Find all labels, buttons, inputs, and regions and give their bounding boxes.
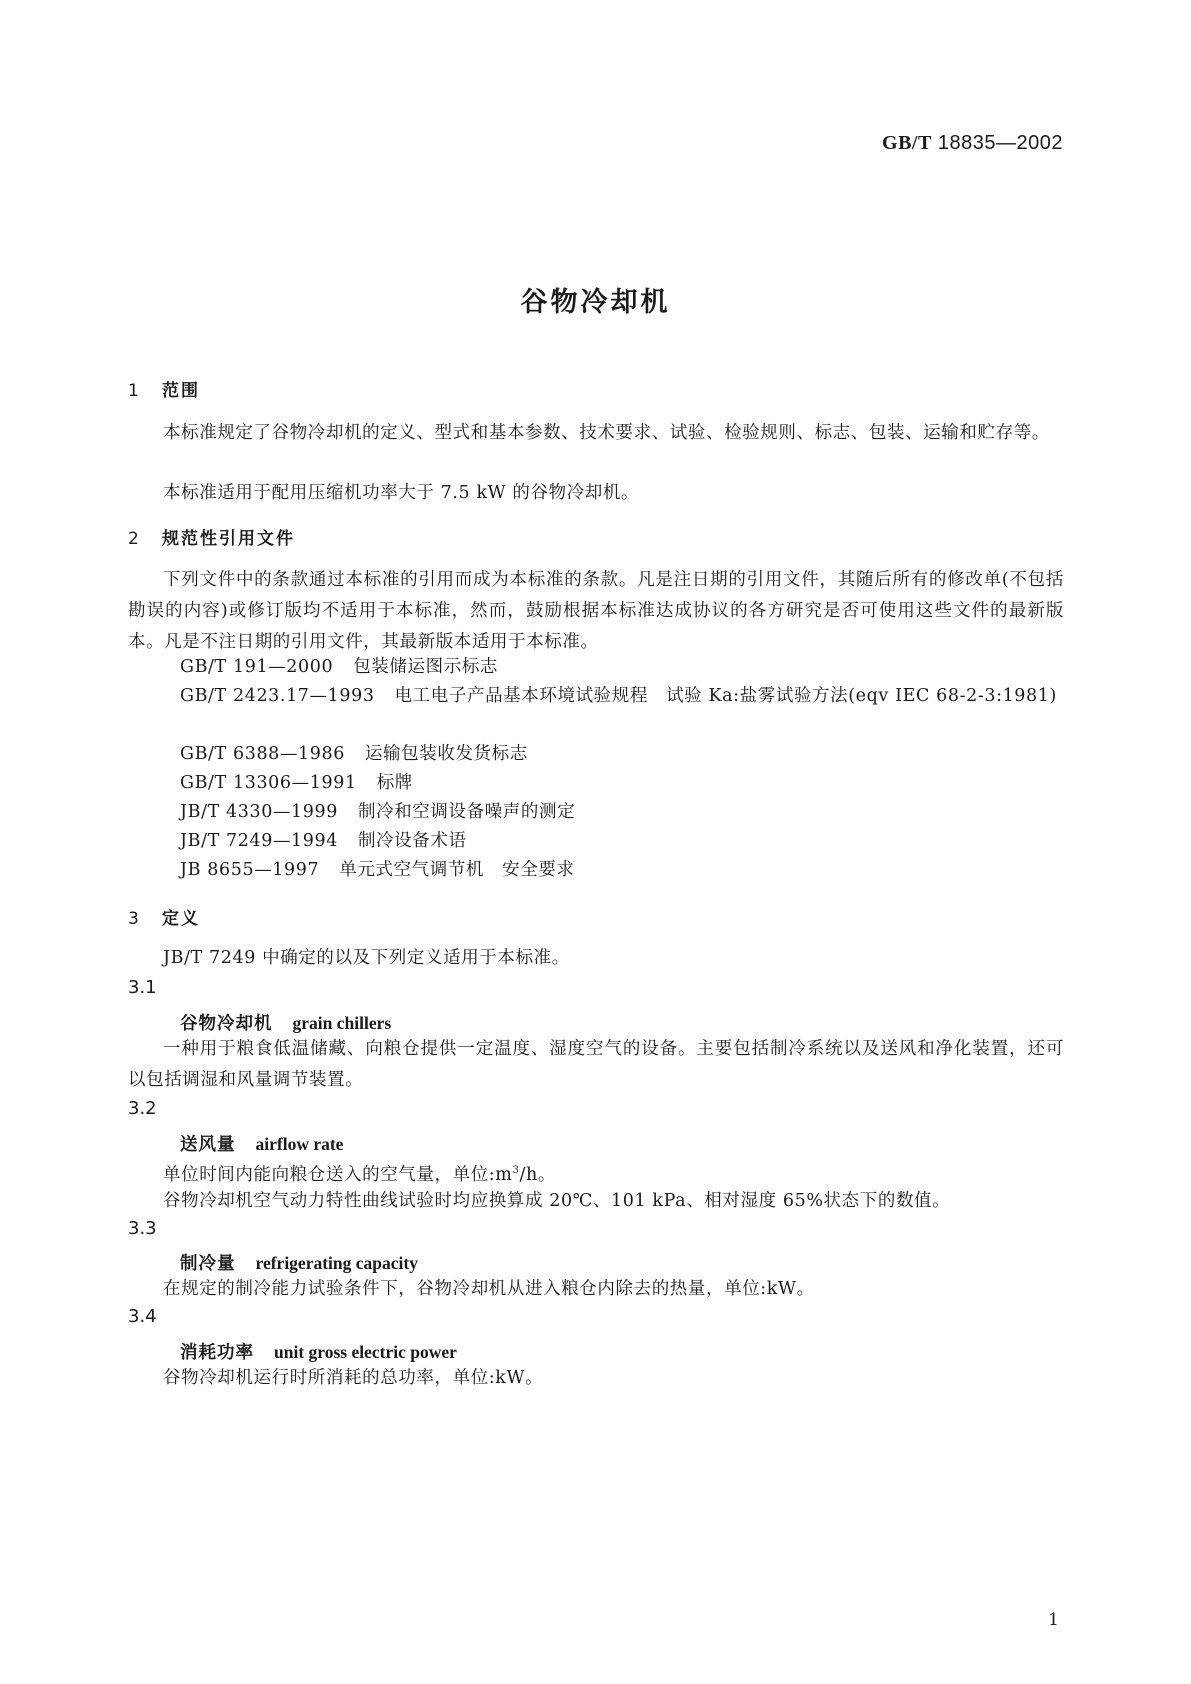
term-heading	[180, 1250, 418, 1275]
reference-code: JB/T 7249—1994	[180, 831, 338, 851]
reference-code: GB/T 13306—1991	[180, 773, 357, 793]
standard-number	[882, 132, 1063, 155]
reference-code: GB/T 191—2000	[180, 657, 334, 677]
section-2-heading	[128, 524, 295, 549]
reference-code: JB/T 4330—1999	[180, 802, 338, 822]
clause-number: 3.4	[128, 1306, 157, 1327]
term-en: grain chillers	[292, 1013, 392, 1033]
section-1-heading	[128, 376, 200, 401]
reference-item	[128, 681, 1064, 712]
reference-item	[180, 797, 575, 828]
reference-code: GB/T 6388—1986	[180, 744, 345, 764]
section-1-paragraph-1: 本标准规定了谷物冷却机的定义、型式和基本参数、技术要求、试验、检验规则、标志、包装、运输和贮存等。	[163, 423, 1050, 443]
section-1-paragraph-2: 本标准适用于配用压缩机功率大于 7.5 kW 的谷物冷却机。	[163, 483, 640, 503]
term-heading	[180, 1339, 457, 1364]
term-definition: 一种用于粮食低温储藏、向粮仓提供一定温度、湿度空气的设备。主要包括制冷系统以及送风和净化装置，还可以包括调湿和风量调节装置。	[128, 1039, 1064, 1090]
term-definition: 谷物冷却机运行时所消耗的总功率，单位:kW。	[163, 1368, 544, 1388]
clause-number: 3.1	[128, 977, 157, 998]
section-title: 规范性引用文件	[162, 529, 295, 549]
term-zh: 送风量	[180, 1135, 236, 1155]
reference-code: GB/T 2423.17—1993	[180, 686, 375, 706]
term-zh: 消耗功率	[180, 1343, 254, 1363]
section-title: 定义	[162, 909, 200, 929]
reference-item	[180, 652, 498, 683]
term-heading	[180, 1131, 343, 1156]
section-number: 3	[128, 909, 141, 929]
reference-title: 制冷设备术语	[357, 831, 467, 851]
reference-title: 单元式空气调节机 安全要求	[339, 860, 575, 880]
document-title: 谷物冷却机	[520, 287, 671, 318]
section-title: 范围	[162, 381, 200, 401]
term-heading	[180, 1010, 391, 1035]
term-zh: 谷物冷却机	[180, 1014, 273, 1034]
standard-prefix: GB/T	[882, 132, 932, 154]
page-number: 1	[1048, 1610, 1059, 1630]
section-2-intro: 下列文件中的条款通过本标准的引用而成为本标准的条款。凡是注日期的引用文件，其随后所有的修改单(不包括勘误的内容)或修订版均不适用于本标准，然而，鼓励根据本标准达成协议的各方研究是否可使用这些文件的最新版本。凡是不注日期的引用文件，其最新版本适用于本标准。	[128, 570, 1064, 652]
reference-item	[180, 826, 467, 857]
definition-text: /h。	[519, 1164, 556, 1185]
term-definition: 在规定的制冷能力试验条件下，谷物冷却机从进入粮仓内除去的热量，单位:kW。	[163, 1279, 815, 1299]
term-en: unit gross electric power	[274, 1342, 457, 1362]
reference-item	[180, 768, 413, 799]
section-3-heading	[128, 904, 200, 929]
section-3-intro: JB/T 7249 中确定的以及下列定义适用于本标准。	[163, 948, 570, 968]
reference-title: 包装储运图示标志	[353, 657, 499, 677]
clause-number: 3.3	[128, 1218, 157, 1239]
term-en: airflow rate	[255, 1134, 344, 1154]
term-note: 谷物冷却机空气动力特性曲线试验时均应换算成 20℃、101 kPa、相对湿度 65%状态下的数值。	[163, 1191, 951, 1211]
reference-title: 制冷和空调设备噪声的测定	[357, 802, 576, 822]
reference-item	[180, 739, 528, 770]
reference-code: JB 8655—1997	[180, 860, 320, 880]
definition-text: 单位时间内能向粮仓送入的空气量，单位:m	[163, 1164, 513, 1185]
superscript: 3	[512, 1165, 520, 1176]
section-number: 1	[128, 381, 141, 401]
reference-title: 运输包装收发货标志	[364, 744, 528, 764]
reference-item	[180, 855, 575, 886]
reference-title: 标牌	[376, 773, 413, 793]
term-zh: 制冷量	[180, 1254, 236, 1274]
reference-title: 电工电子产品基本环境试验规程 试验 Ka:盐雾试验方法(eqv IEC 68-2-3:1981)	[394, 686, 1057, 706]
section-number: 2	[128, 529, 141, 549]
term-en: refrigerating capacity	[255, 1253, 418, 1273]
clause-number: 3.2	[128, 1098, 157, 1119]
standard-code: 18835—2002	[937, 132, 1063, 154]
